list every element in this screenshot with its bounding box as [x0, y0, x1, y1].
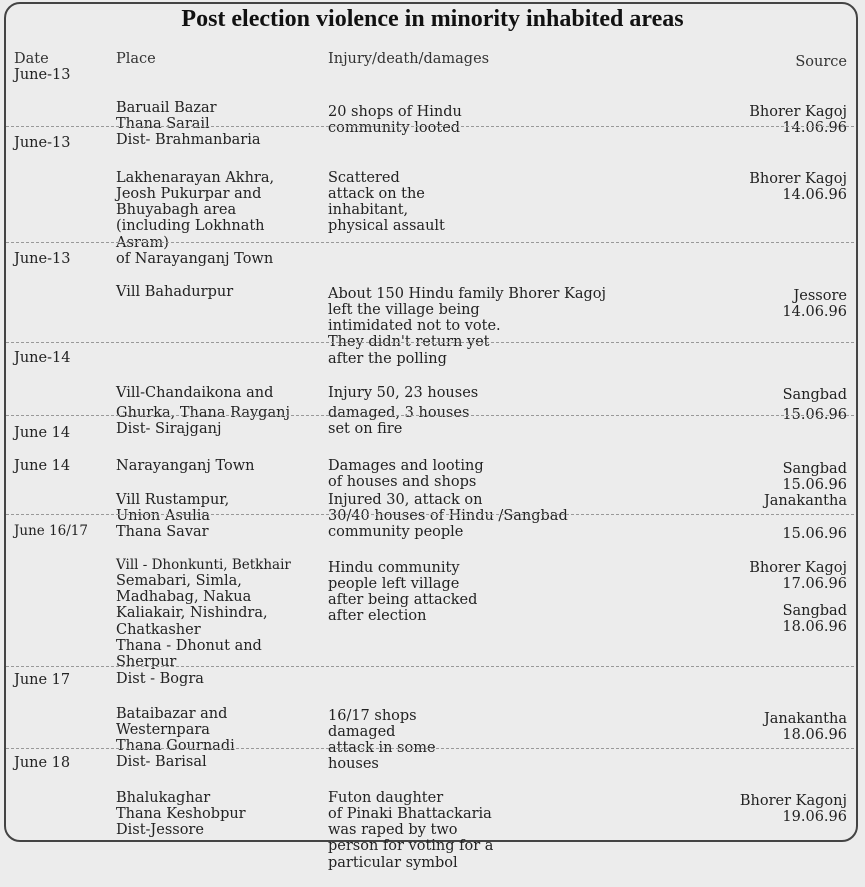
row-date: June 16/17	[14, 523, 88, 539]
row-divider	[6, 126, 854, 127]
row-source: Bhorer Kagonj 19.06.96	[739, 792, 847, 825]
row-place: Vill-Chandaikona and Ghurka, Thana Rayganj Dist- Sirajganj	[116, 384, 290, 438]
row-place: Bhalukaghar Thana Keshobpur Dist-Jessore	[116, 789, 246, 839]
row-injury: Injured 30, attack on 30/40 houses of Hindu /Sangbad community people	[328, 491, 568, 541]
row-source: Jessore 14.06.96	[782, 287, 847, 320]
row-place: Vill Bahadurpur	[116, 283, 234, 300]
row-injury: Scattered attack on the inhabitant, physical assault	[328, 169, 445, 235]
row-date: June 18	[14, 755, 71, 771]
row-divider	[6, 415, 854, 416]
row-source: Janakantha 18.06.96	[763, 710, 847, 743]
row-source: Bhorer Kagoj 17.06.96 Sangbad 18.06.96	[749, 559, 847, 636]
row-source: Janakantha 15.06.96	[763, 492, 847, 542]
row-date: June-13	[14, 251, 71, 267]
row-injury: 20 shops of Hindu community looted	[328, 103, 462, 136]
row-place: Lakhenarayan Akhra, Jeosh Pukurpar and Bhuyabagh area (including Lokhnath Asram) of Narayanganj Town	[116, 169, 275, 268]
row-injury: About 150 Hindu family Bhorer Kagoj left the village being intimidated not to vote. They didn't return yet after the polling	[328, 285, 606, 367]
page-title: Post election violence in minority inhabited areas	[181, 6, 684, 32]
row-injury: Futon daughter of Pinaki Bhattackaria was raped by two person for voting for a particular symbol	[328, 789, 494, 871]
row-date: June-13	[14, 135, 71, 151]
header-place: Place	[116, 51, 156, 67]
row-injury: Hindu community people left village after being attacked after election	[328, 559, 478, 625]
row-date: June 14	[14, 458, 71, 474]
row-divider	[6, 514, 854, 515]
row-place: Narayanganj Town	[116, 457, 255, 474]
row-injury: 16/17 shops damaged attack in some houses	[328, 707, 436, 773]
header-date: Date	[14, 51, 49, 67]
row-place: Vill Rustampur, Union Asulia Thana Savar	[116, 491, 230, 541]
row-date: June 17	[14, 672, 71, 688]
row-injury: Damages and looting of houses and shops	[328, 457, 484, 490]
row-source: Bhorer Kagoj 14.06.96	[749, 103, 847, 136]
row-divider	[6, 242, 854, 243]
row-date: June-14	[14, 350, 71, 366]
row-date: June 14	[14, 425, 71, 441]
row-place: Vill - Dhonkunti, Betkhair Semabari, Simla, Madhabag, Nakua Kaliakair, Nishindra, Chatkasher Thana - Dhonut and Sherpur Dist - Bogra	[116, 556, 291, 687]
row-divider	[6, 666, 854, 667]
row-injury: Injury 50, 23 houses damaged, 3 houses set on fire	[328, 384, 479, 438]
row-divider	[6, 342, 854, 343]
row-source: Sangbad 15.06.96	[782, 386, 847, 423]
row-source: Bhorer Kagoj 14.06.96	[749, 170, 847, 203]
row-date: June-13	[14, 67, 71, 83]
row-divider	[6, 748, 854, 749]
row-source: Sangbad 15.06.96	[782, 460, 847, 493]
header-source: Source	[795, 54, 847, 70]
header-injury: Injury/death/damages	[328, 51, 490, 67]
row-place: Baruail Bazar Thana Sarail Dist- Brahmanbaria	[116, 99, 261, 149]
row-place: Bataibazar and Westernpara Thana Gournadi Dist- Barisal	[116, 705, 235, 771]
